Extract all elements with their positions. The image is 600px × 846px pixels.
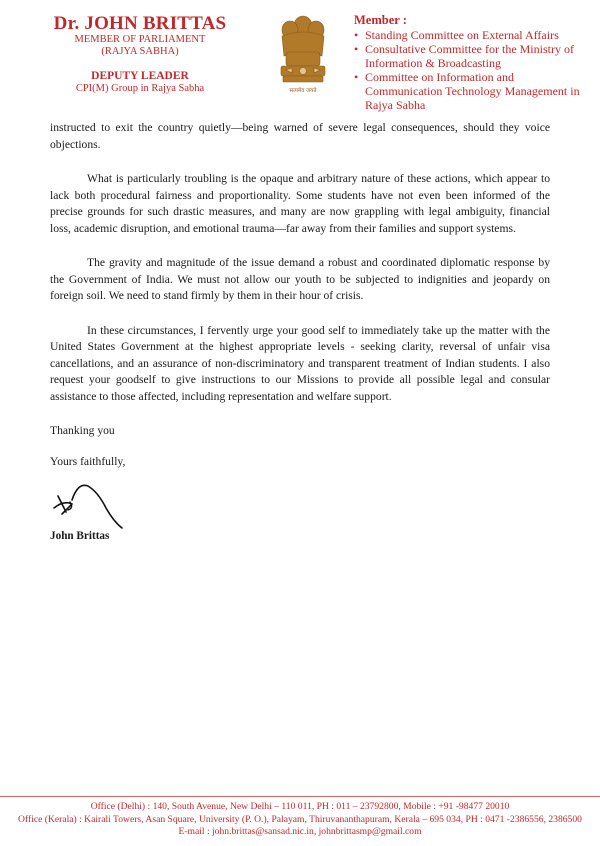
membership-item: • Committee on Information and Communication Technology Management in Rajya Sabha — [354, 70, 594, 112]
letter-paragraph: instructed to exit the country quietly—being warned of severe legal consequences, should they voice objections. — [50, 121, 550, 151]
national-emblem-icon — [272, 12, 334, 96]
letter-body — [50, 120, 550, 488]
office-kerala: Office (Kerala) : Kairali Towers, Asan Square, University (P. O.), Palayam, Thiruvananthapuram, Kerala – 695 034, PH : 0471 -2386556, 2386500 — [18, 813, 582, 825]
closing-salutation: Yours faithfully, — [50, 454, 126, 468]
signer-name: John Brittas — [50, 530, 110, 542]
office-delhi: Office (Delhi) : 140, South Avenue, New Delhi – 110 011, PH : 011 – 23792800, Mobile : +91 -98477 20010 — [90, 801, 510, 812]
letter-paragraph: The gravity and magnitude of the issue demand a robust and coordinated diplomatic response by the Government of India. We must not allow our youth to be subjected to indignities and jeopardy on foreign soil. We need to stand firmly by them in their hour of crisis. — [50, 256, 550, 302]
contact-email: E-mail : john.brittas@sansad.nic.in, johnbrittasmp@gmail.com — [178, 826, 422, 837]
emblem-motto: सत्यमेव जयते — [289, 88, 317, 94]
sender-title-line1: MEMBER OF PARLIAMENT — [74, 34, 206, 45]
letter-paragraph: What is particularly troubling is the opaque and arbitrary nature of these actions, which appear to lack both procedural fairness and proportionality. Some students have not even been informed of the precise grounds for such drastic measures, and many are now grappling with legal ambiguity, financial loss, academic disruption, and emotional trauma—far away from their families and support systems. — [50, 172, 550, 235]
letterhead-identity — [40, 14, 240, 95]
membership-item: • Consultative Committee for the Ministry of Information & Broadcasting — [354, 42, 594, 70]
sender-role: DEPUTY LEADER — [91, 70, 189, 82]
membership-item: • Standing Committee on External Affairs — [354, 28, 594, 42]
handwritten-signature — [48, 478, 128, 532]
footer-divider — [0, 796, 600, 797]
committee-memberships — [354, 13, 594, 112]
sender-group: CPI(M) Group in Rajya Sabha — [75, 83, 205, 94]
closing-thanks: Thanking you — [50, 424, 115, 437]
sender-title-line2: (RAJYA SABHA) — [101, 46, 179, 57]
letter-paragraph: In these circumstances, I fervently urge your good self to immediately take up the matter with the United States Government at the highest appropriate levels - seeking clarity, reversal of unfair visa cancellations, and an assurance of non-discriminatory and transparent treatment of Indian students. I also request your goodself to give instructions to our Missions to provide all possible legal and consular assistance to those affected, including representation and welfare support. — [50, 323, 550, 403]
letterhead-footer — [0, 801, 600, 839]
member-label: Member : — [354, 13, 407, 27]
sender-name: Dr. JOHN BRITTAS — [53, 13, 227, 34]
